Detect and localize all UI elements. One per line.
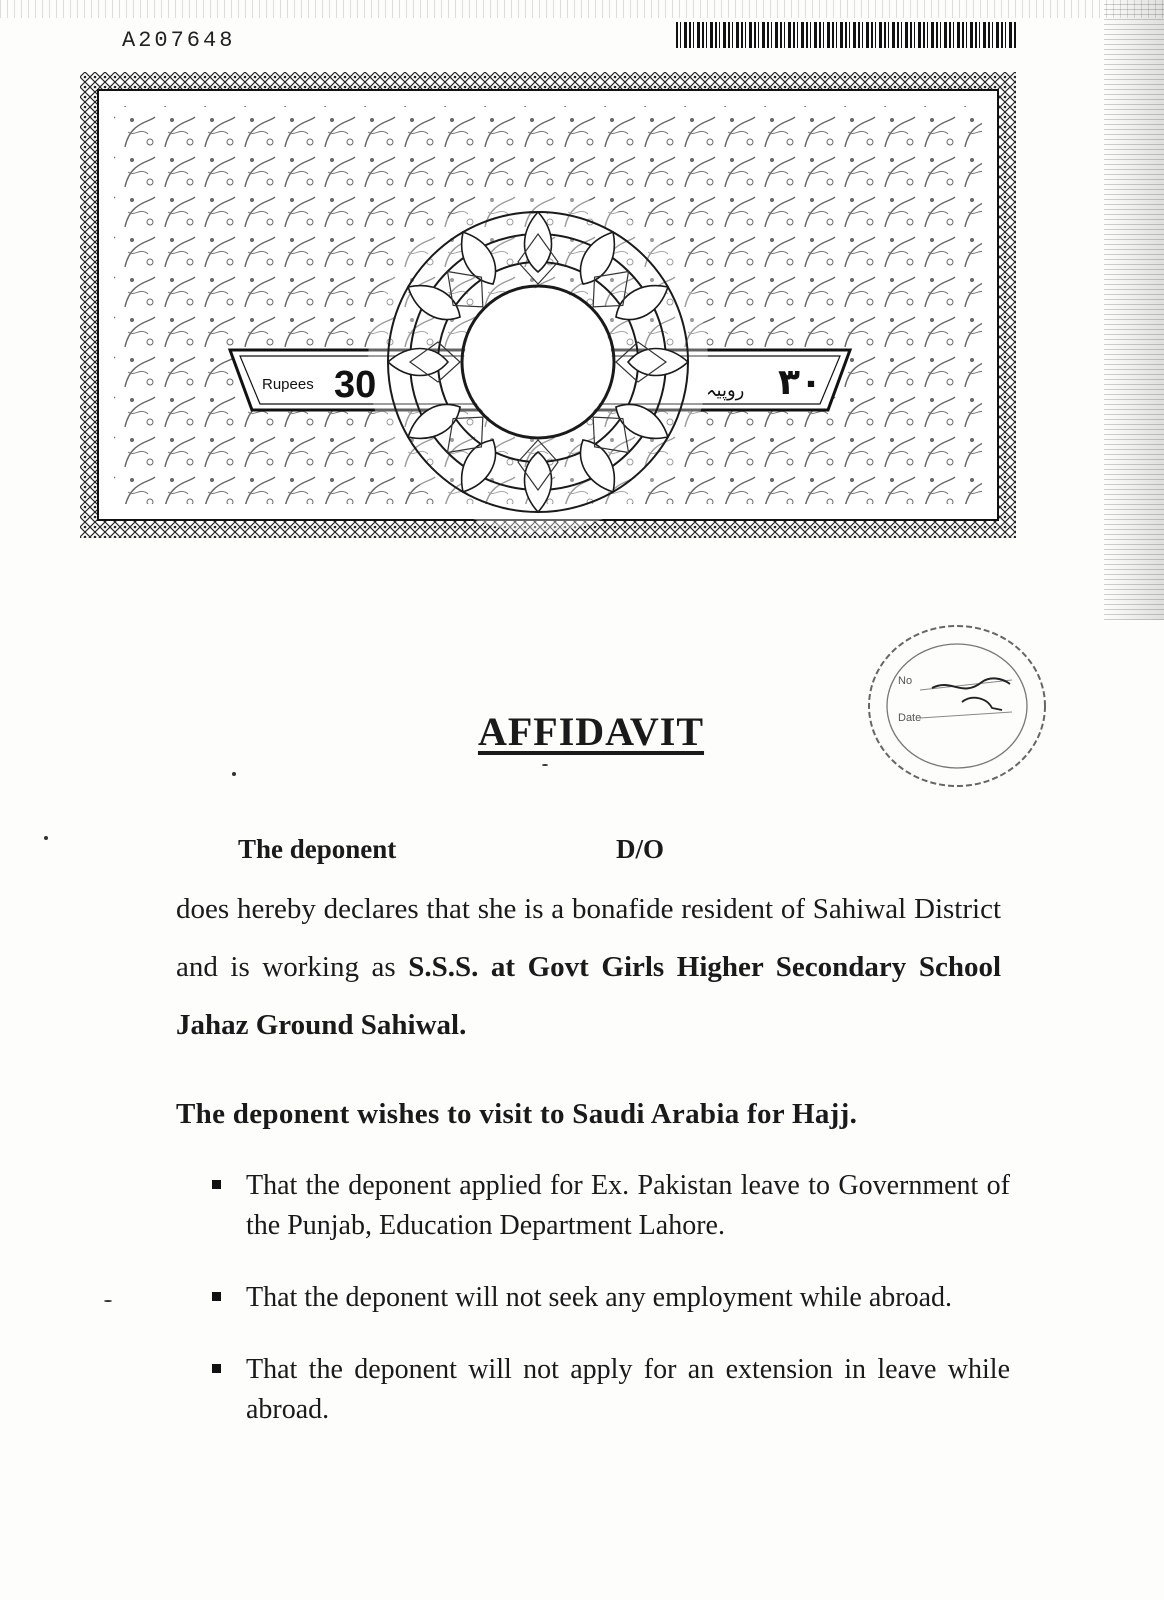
- list-item: [210, 1350, 1010, 1430]
- official-seal: [862, 618, 1052, 793]
- stamp-ornament: [80, 72, 1016, 538]
- list-item-text: That the deponent will not seek any employment while abroad.: [246, 1282, 953, 1313]
- list-item-text: That the deponent applied for Ex. Pakistan leave to Government of the Punjab, Education Department Lahore.: [246, 1170, 1010, 1241]
- undertakings-list: [210, 1166, 1010, 1462]
- declaration-text-bold: S.S.S. at Govt Girls Higher Secondary School Jahaz Ground Sahiwal.: [176, 951, 1002, 1041]
- seal-no-label: No: [898, 675, 913, 687]
- deponent-label: The deponent: [238, 834, 397, 864]
- bullet-square-icon: [212, 1180, 221, 1189]
- seal-date-label: Date: [898, 712, 922, 724]
- travel-purpose-statement: The deponent wishes to visit to Saudi Arabia for Hajj.: [176, 1098, 858, 1130]
- stamp-rupees-value-urdu: ۳۰: [778, 362, 822, 403]
- bullet-square-icon: [212, 1292, 221, 1301]
- stamp-rupees-label-urdu: روپیہ: [706, 380, 745, 401]
- list-item: [210, 1278, 1010, 1318]
- scan-speck: [104, 1300, 112, 1302]
- document-title: AFFIDAVIT: [477, 709, 705, 754]
- daughter-of-label: D/O: [616, 834, 665, 864]
- scan-speck: [232, 772, 236, 776]
- scan-speck: [44, 836, 48, 840]
- stamp-serial-number: A207648: [122, 28, 236, 53]
- scan-noise-top: [0, 0, 1164, 18]
- bullet-square-icon: [212, 1364, 221, 1373]
- stamp-paper-panel: [80, 72, 1016, 538]
- declaration-paragraph: [176, 880, 1001, 1054]
- scan-noise-right-edge: [1104, 0, 1164, 620]
- stamp-rupees-value: 30: [334, 364, 377, 406]
- declaration-text: does hereby declares that she is a bonafide resident of Sahiwal District and is working as: [176, 893, 1001, 983]
- list-item: [210, 1166, 1010, 1246]
- barcode: [676, 22, 1016, 48]
- scan-speck: [542, 764, 548, 766]
- list-item-text: That the deponent will not apply for an extension in leave while abroad.: [246, 1354, 1010, 1425]
- stamp-rupees-label: Rupees: [262, 376, 314, 393]
